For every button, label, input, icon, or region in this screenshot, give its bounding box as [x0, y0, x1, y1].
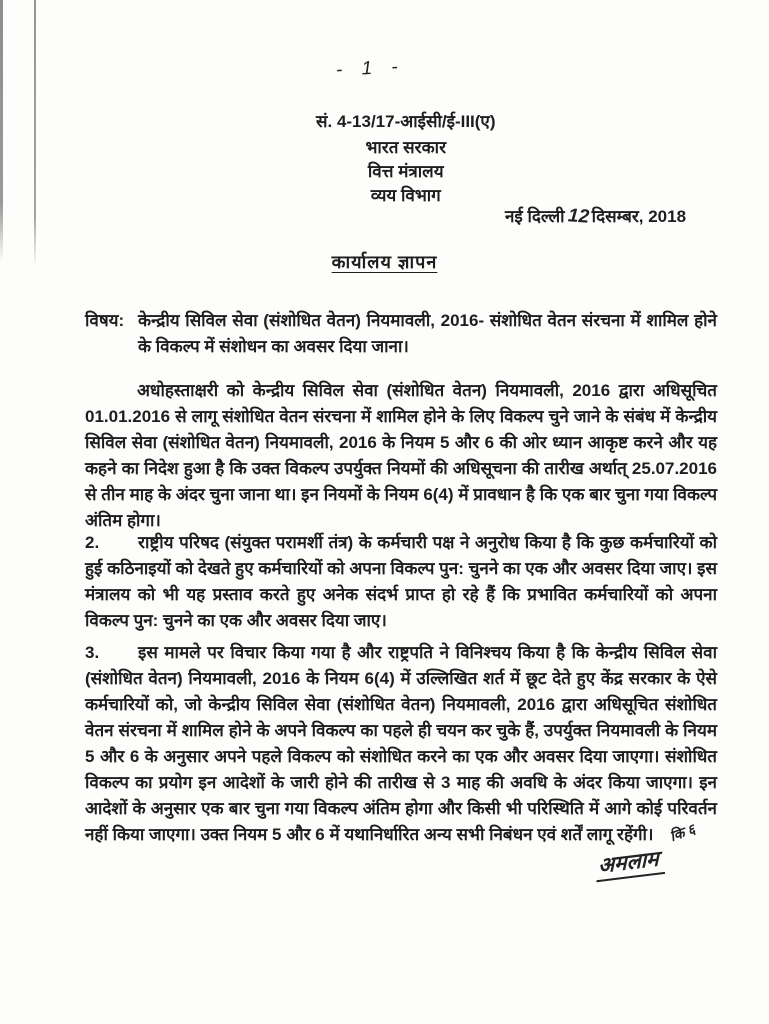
reference-number: सं. 4-13/17-आईसी/ई-III(ए)	[316, 112, 496, 131]
paragraph-3-number: 3.	[85, 643, 100, 662]
org-department-of-expenditure: व्यय विभाग	[370, 186, 441, 205]
office-memorandum-heading: कार्यालय ज्ञापन	[331, 252, 438, 272]
paragraph-2-text: राष्ट्रीय परिषद (संयुक्त परामर्शी तंत्र) के कर्मचारी पक्ष ने अनुरोध किया है कि कुछ कर्मचारियों को हुई कठिनाइयों को देखते हुए कर्मचारियों को अपना विकल्प पुन: चुनने का एक और अवसर दिया जाए। इस मंत्रालय को भी यह प्रस्ताव करते हुए अनेक संदर्भ प्राप्त हो रहे हैं कि प्रभावित कर्मचारियों को अपना विकल्प पुन: चुनने का एक और अवसर दिया जाए।	[85, 533, 717, 630]
org-ministry-of-finance: वित्त मंत्रालय	[367, 162, 444, 181]
handwritten-day-number: 12	[566, 205, 590, 228]
handwritten-page-number: - 1 -	[335, 56, 406, 81]
place-name: नई दिल्ली	[505, 207, 565, 226]
paragraph-2-number: 2.	[85, 533, 100, 552]
paragraph-1-text: अधोहस्ताक्षरी को केन्द्रीय सिविल सेवा (संशोधित वेतन) नियमावली, 2016 द्वारा अधिसूचित 01.01.2016 से लागू संशोधित वेतन संरचना में शामिल होने के लिए विकल्प चुने जाने के संबंध में केन्द्रीय सिविल सेवा (संशोधित वेतन) नियमावली, 2016 के नियम 5 और 6 की ओर ध्यान आकृष्ट करने और यह कहने का निदेश हुआ है कि उक्त विकल्प उपर्युक्त नियमों की अधिसूचना की तारीख अर्थात् 25.07.2016 से तीन माह के अंदर चुना जाना था। इन नियमों के नियम 6(4) में प्रावधान है कि एक बार चुना गया विकल्प अंतिम होगा।	[85, 381, 717, 530]
subject-block	[85, 308, 717, 360]
place-and-date-line	[505, 204, 686, 228]
paragraph-3	[85, 640, 717, 848]
handwritten-signature-text: अमलाम	[596, 844, 665, 883]
memo-title-row	[0, 250, 769, 274]
paragraph-1	[85, 378, 717, 534]
subject-text: केन्द्रीय सिविल सेवा (संशोधित वेतन) नियमावली, 2016- संशोधित वेतन संरचना में शामिल होने के विकल्प में संशोधन का अवसर दिया जाना।	[138, 311, 717, 356]
subject-label: विषय:	[85, 311, 125, 330]
handwritten-initial-mark: कि ६	[667, 820, 698, 845]
org-government-of-india: भारत सरकार	[365, 138, 447, 157]
letter-head	[316, 110, 496, 208]
scan-artifact-line	[34, 0, 36, 268]
scan-artifact-line	[0, 0, 3, 262]
paragraph-2	[85, 530, 717, 634]
handwritten-signature-note	[594, 820, 698, 882]
month-year: दिसम्बर, 2018	[591, 207, 687, 226]
paragraph-3-text: इस मामले पर विचार किया गया है और राष्ट्रपति ने विनिश्चय किया है कि केन्द्रीय सिविल सेवा (संशोधित वेतन) नियमावली, 2016 के नियम 6(4) में उल्लिखित शर्त में छूट देते हुए केंद्र सरकार के ऐसे कर्मचारियों को, जो केन्द्रीय सिविल सेवा (संशोधित वेतन) नियमावली, 2016 द्वारा अधिसूचित संशोधित वेतन संरचना में शामिल होने के अपने विकल्प का पहले ही चयन कर चुके हैं, उपर्युक्त नियमावली के नियम 5 और 6 के अनुसार अपने पहले विकल्प को संशोधित करने का एक और अवसर दिया जाएगा। संशोधित विकल्प का प्रयोग इन आदेशों के जारी होने की तारीख से 3 माह की अवधि के अंदर किया जाएगा। इन आदेशों के अनुसार एक बार चुना गया विकल्प अंतिम होगा और किसी भी परिस्थिति में आगे कोई परिवर्तन नहीं किया जाएगा। उक्त नियम 5 और 6 में यथानिर्धारित अन्य सभी निबंधन एवं शर्तें लागू रहेंगी।	[85, 643, 717, 844]
